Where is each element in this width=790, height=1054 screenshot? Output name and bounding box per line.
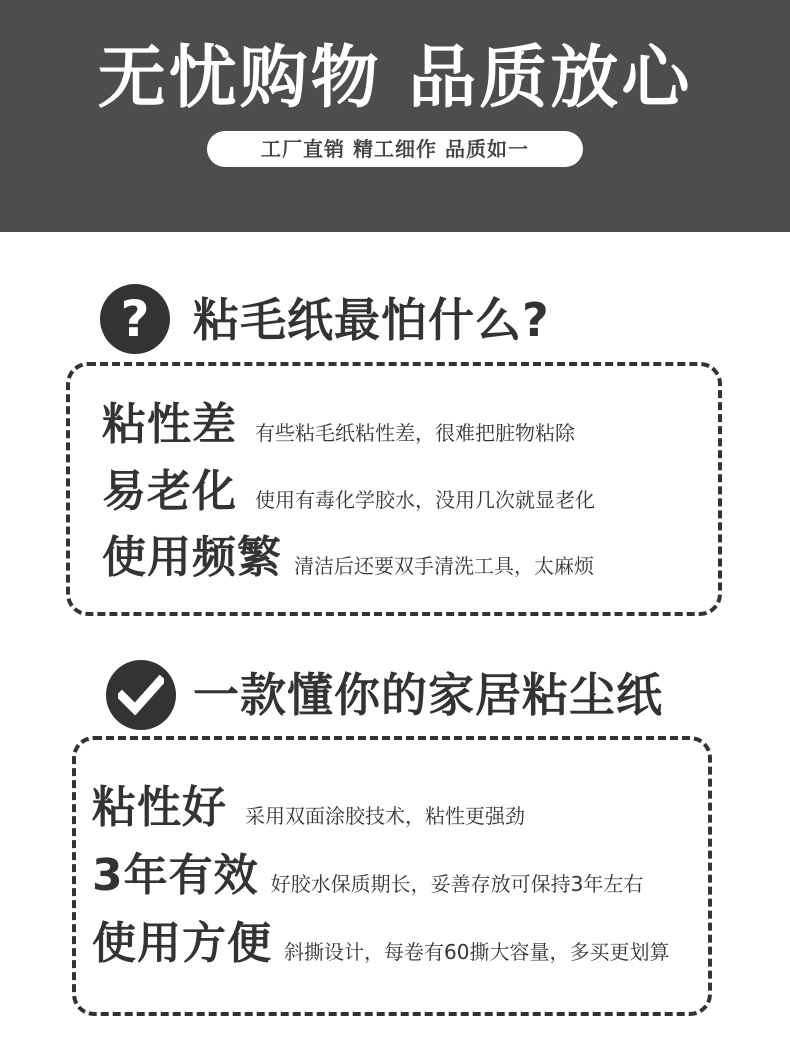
- solution-title: 使用方便: [92, 918, 272, 969]
- banner-subtitle-pill: 工厂直销 精工细作 品质如一: [207, 131, 583, 167]
- banner-title: 无忧购物 品质放心: [97, 39, 693, 118]
- solution-item: [92, 916, 669, 972]
- solution-desc: 斜撕设计，每卷有60撕大容量，多买更划算: [284, 940, 670, 964]
- problems-heading: 粘毛纸最怕什么?: [193, 293, 550, 347]
- problem-item: [102, 530, 594, 586]
- problem-desc: 清洁后还要双手清洗工具，太麻烦: [294, 554, 594, 578]
- solution-item: [92, 780, 525, 836]
- top-banner: [0, 0, 790, 232]
- problem-desc: 有些粘毛纸粘性差，很难把脏物粘除: [255, 421, 575, 445]
- problem-item: [102, 464, 595, 520]
- problem-desc: 使用有毒化学胶水，没用几次就显老化: [255, 488, 595, 512]
- solution-title: 3年有效: [92, 850, 259, 901]
- check-mark-icon: [106, 660, 176, 730]
- problem-title: 使用频繁: [102, 532, 282, 583]
- problem-title: 粘性差: [102, 399, 237, 450]
- solution-heading: 一款懂你的家居粘尘纸: [193, 668, 663, 722]
- problem-item: [102, 397, 575, 453]
- solution-desc: 好胶水保质期长，妥善存放可保持3年左右: [270, 872, 644, 896]
- problem-title: 易老化: [102, 466, 237, 517]
- check-mark-glyph: [118, 675, 164, 715]
- question-mark-icon: ?: [100, 284, 170, 354]
- solution-item: [92, 848, 643, 904]
- solution-title: 粘性好: [92, 782, 227, 833]
- solution-desc: 采用双面涂胶技术，粘性更强劲: [245, 804, 525, 828]
